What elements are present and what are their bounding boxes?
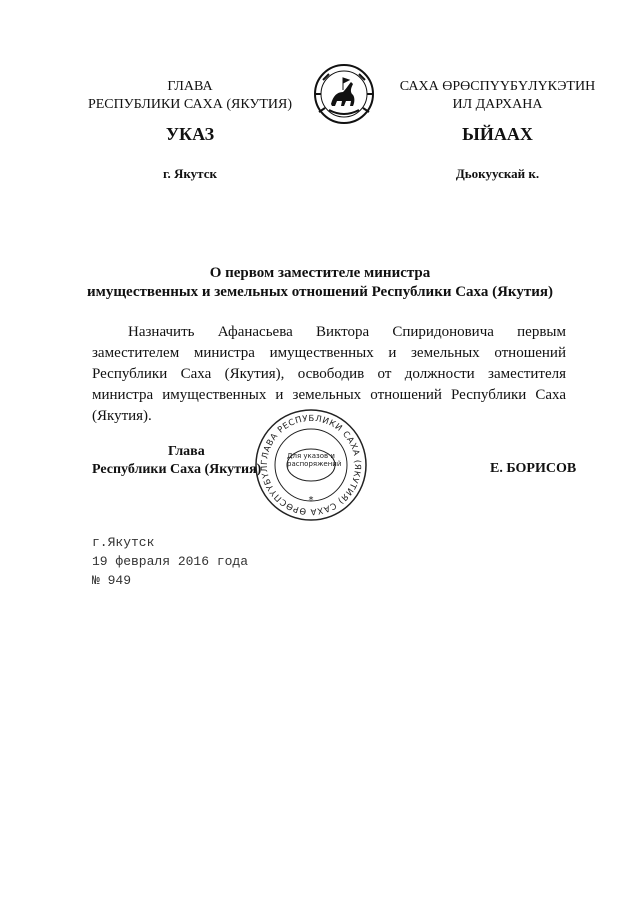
header-left-line2: РЕСПУБЛИКИ САХА (ЯКУТИЯ) (87, 97, 293, 112)
footer-number: № 949 (92, 573, 132, 588)
seal-outer-text: ГЛАВА РЕСПУБЛИКИ САХА (ЯКУТИЯ) САХА ӨРӨСПҮҮБҮЛ (259, 413, 363, 517)
signature-position (92, 443, 272, 479)
signature-name: Е. БОРИСОВ (490, 461, 577, 476)
document-title (60, 264, 580, 302)
city-ru: г. Якутск (163, 166, 217, 181)
header-right-line1: САХА ӨРӨСПҮҮБҮЛҮКЭТИН (399, 79, 596, 94)
header-right-line2: ИЛ ДАРХАНА (452, 97, 543, 112)
seal-center-text: Для указов и распоряжений (287, 452, 342, 468)
document-title-line1: О первом заместителе министра (209, 265, 431, 281)
footer-date: 19 февраля 2016 года (92, 554, 249, 569)
decree-title-ru: УКАЗ (165, 124, 215, 144)
decree-body-paragraph: Назначить Афанасьева Виктора Спиридоновича первым заместителем министра имущественных и земельных отношений Республики Саха (Якутия), освободив от должности заместителя министра имущественных и земельных отношений Республики Саха (Якутия). (92, 324, 566, 424)
signature-position-line1: Глава (168, 444, 205, 459)
signature-position-line2: Республики Саха (Якутия) (92, 462, 262, 477)
header-left-line1: ГЛАВА (167, 79, 213, 94)
coat-of-arms-icon (313, 60, 375, 128)
svg-text:*: * (308, 495, 314, 506)
footer-city: г.Якутск (92, 535, 155, 550)
document-title-line2: имущественных и земельных отношений Республики Саха (Якутия) (86, 284, 553, 300)
header-right (380, 78, 615, 114)
decree-title-sakha: ЫЙААХ (462, 124, 533, 144)
header-left (80, 78, 300, 114)
city-sakha: Дьокуускай к. (455, 166, 540, 181)
footer-block (92, 533, 248, 590)
official-seal-icon (254, 408, 368, 522)
